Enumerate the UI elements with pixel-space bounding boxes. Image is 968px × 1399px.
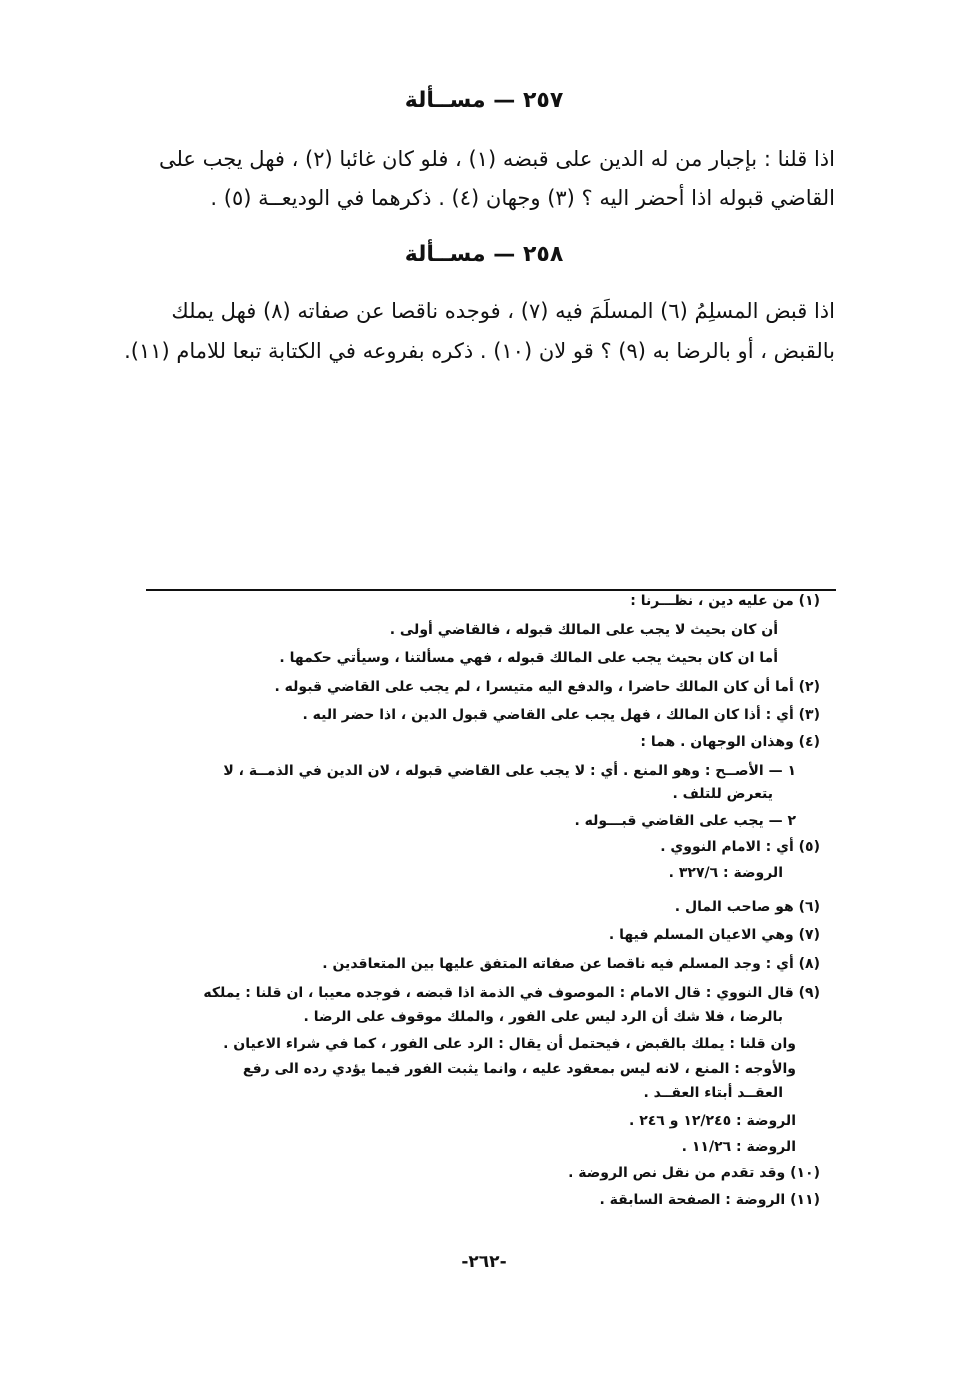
footnote-line: والأوجه : المنع ، لانه ليس بمعقود عليه ، وانما يثبت الفور فيما يؤدي رده الى رفع (242, 1061, 796, 1077)
footnote-line: ١ — الأصــح : وهو المنع . أي : لا يجب على القاضي قبوله ، لان الدين في الذمــة ، لا (223, 763, 796, 779)
footnote-line: (٧) وهي الاعيان المسلم فيها . (608, 927, 820, 943)
body-line-257-2: القاضي قبوله اذا أحضر اليه ؟ (٣) وجهان (٤) . ذكرهما في الوديعــة (٥) . (210, 186, 835, 210)
page-number: -٢٦٢- (461, 1252, 507, 1272)
footnote-line: (١) من عليه دين ، نظـــرنا : (630, 593, 820, 609)
heading-257: ٢٥٧ — مســألة (404, 88, 564, 113)
heading-258: ٢٥٨ — مســألة (404, 242, 564, 267)
footnote-line: (٥) أي : الامام النووي . (660, 839, 820, 855)
footnote-line: الروضة : ٣٢٧/٦ . (668, 865, 783, 881)
footnote-line: الروضة : ١١/٢٦ . (681, 1139, 796, 1155)
footnote-line: يتعرض للتلف . (672, 786, 773, 802)
footnote-line: (٣) أي : أذا كان المالك ، فهل يجب على القاضي قبول الدين ، اذا حضر اليه . (302, 707, 820, 723)
body-line-257-1: اذا قلنا : بإجبار من له الدين على قبضه (١) ، فلو كان غائبا (٢) ، فهل يجب على (158, 147, 835, 171)
body-line-258-1: اذا قبض المسلِمُ (٦) المسلَمَ فيه (٧) ، فوجده ناقصا عن صفاته (٨) فهل يملك (171, 299, 835, 323)
footnote-line: وان قلنا : يملك بالقبض ، فيحتمل أن يقال : الرد على الفور ، كما في شراء الاعيان . (223, 1036, 796, 1052)
footnote-line: (٦) هو صاحب المال . (674, 899, 820, 915)
footnote-line: (٤) وهذان الوجهان . هما : (640, 734, 820, 750)
footnote-line: ٢ — يجب على القاضي قبـــوله . (574, 813, 796, 829)
footnote-line: (١٠) وقد تقدم من نقل نص الروضة . (568, 1165, 820, 1181)
footnote-line: (٩) قال النووي : قال الامام : الموصوف في الذمة اذا قبضه ، فوجده معيبا ، ان قلنا : يملكه (203, 985, 820, 1001)
footnote-line: (١١) الروضة : الصفحة السابقة . (599, 1192, 820, 1208)
body-line-258-2: بالقبض ، أو بالرضا به (٩) ؟ قو لان (١٠) . ذكره بفروعه في الكتابة تبعا للامام (١١). (124, 339, 835, 363)
footnote-line: (٢) أما أن كان المالك حاضرا ، والدفع اليه متيسرا ، لم يجب على القاضي قبوله . (274, 679, 820, 695)
footnote-line: أما ان كان بحيث يجب على المالك قبوله ، فهي مسألتنا ، وسيأتي حكمها . (279, 650, 778, 666)
footnote-line: أن كان بحيث لا يجب على المالك قبوله ، فالقاضي أولى . (389, 622, 778, 638)
footnote-line: (٨) أي : وجد المسلم فيه ناقصا عن صفاته المتفق عليها بين المتعاقدين . (322, 956, 820, 972)
footnote-line: بالرضا ، فلا شك أن الرد ليس على الفور ، والملك موقوف على الرضا . (303, 1009, 783, 1025)
footnote-line: العقــد أبتاء العقــد . (643, 1085, 783, 1101)
footnote-line: الروضة : ١٢/٢٤٥ و ٢٤٦ . (629, 1113, 796, 1129)
